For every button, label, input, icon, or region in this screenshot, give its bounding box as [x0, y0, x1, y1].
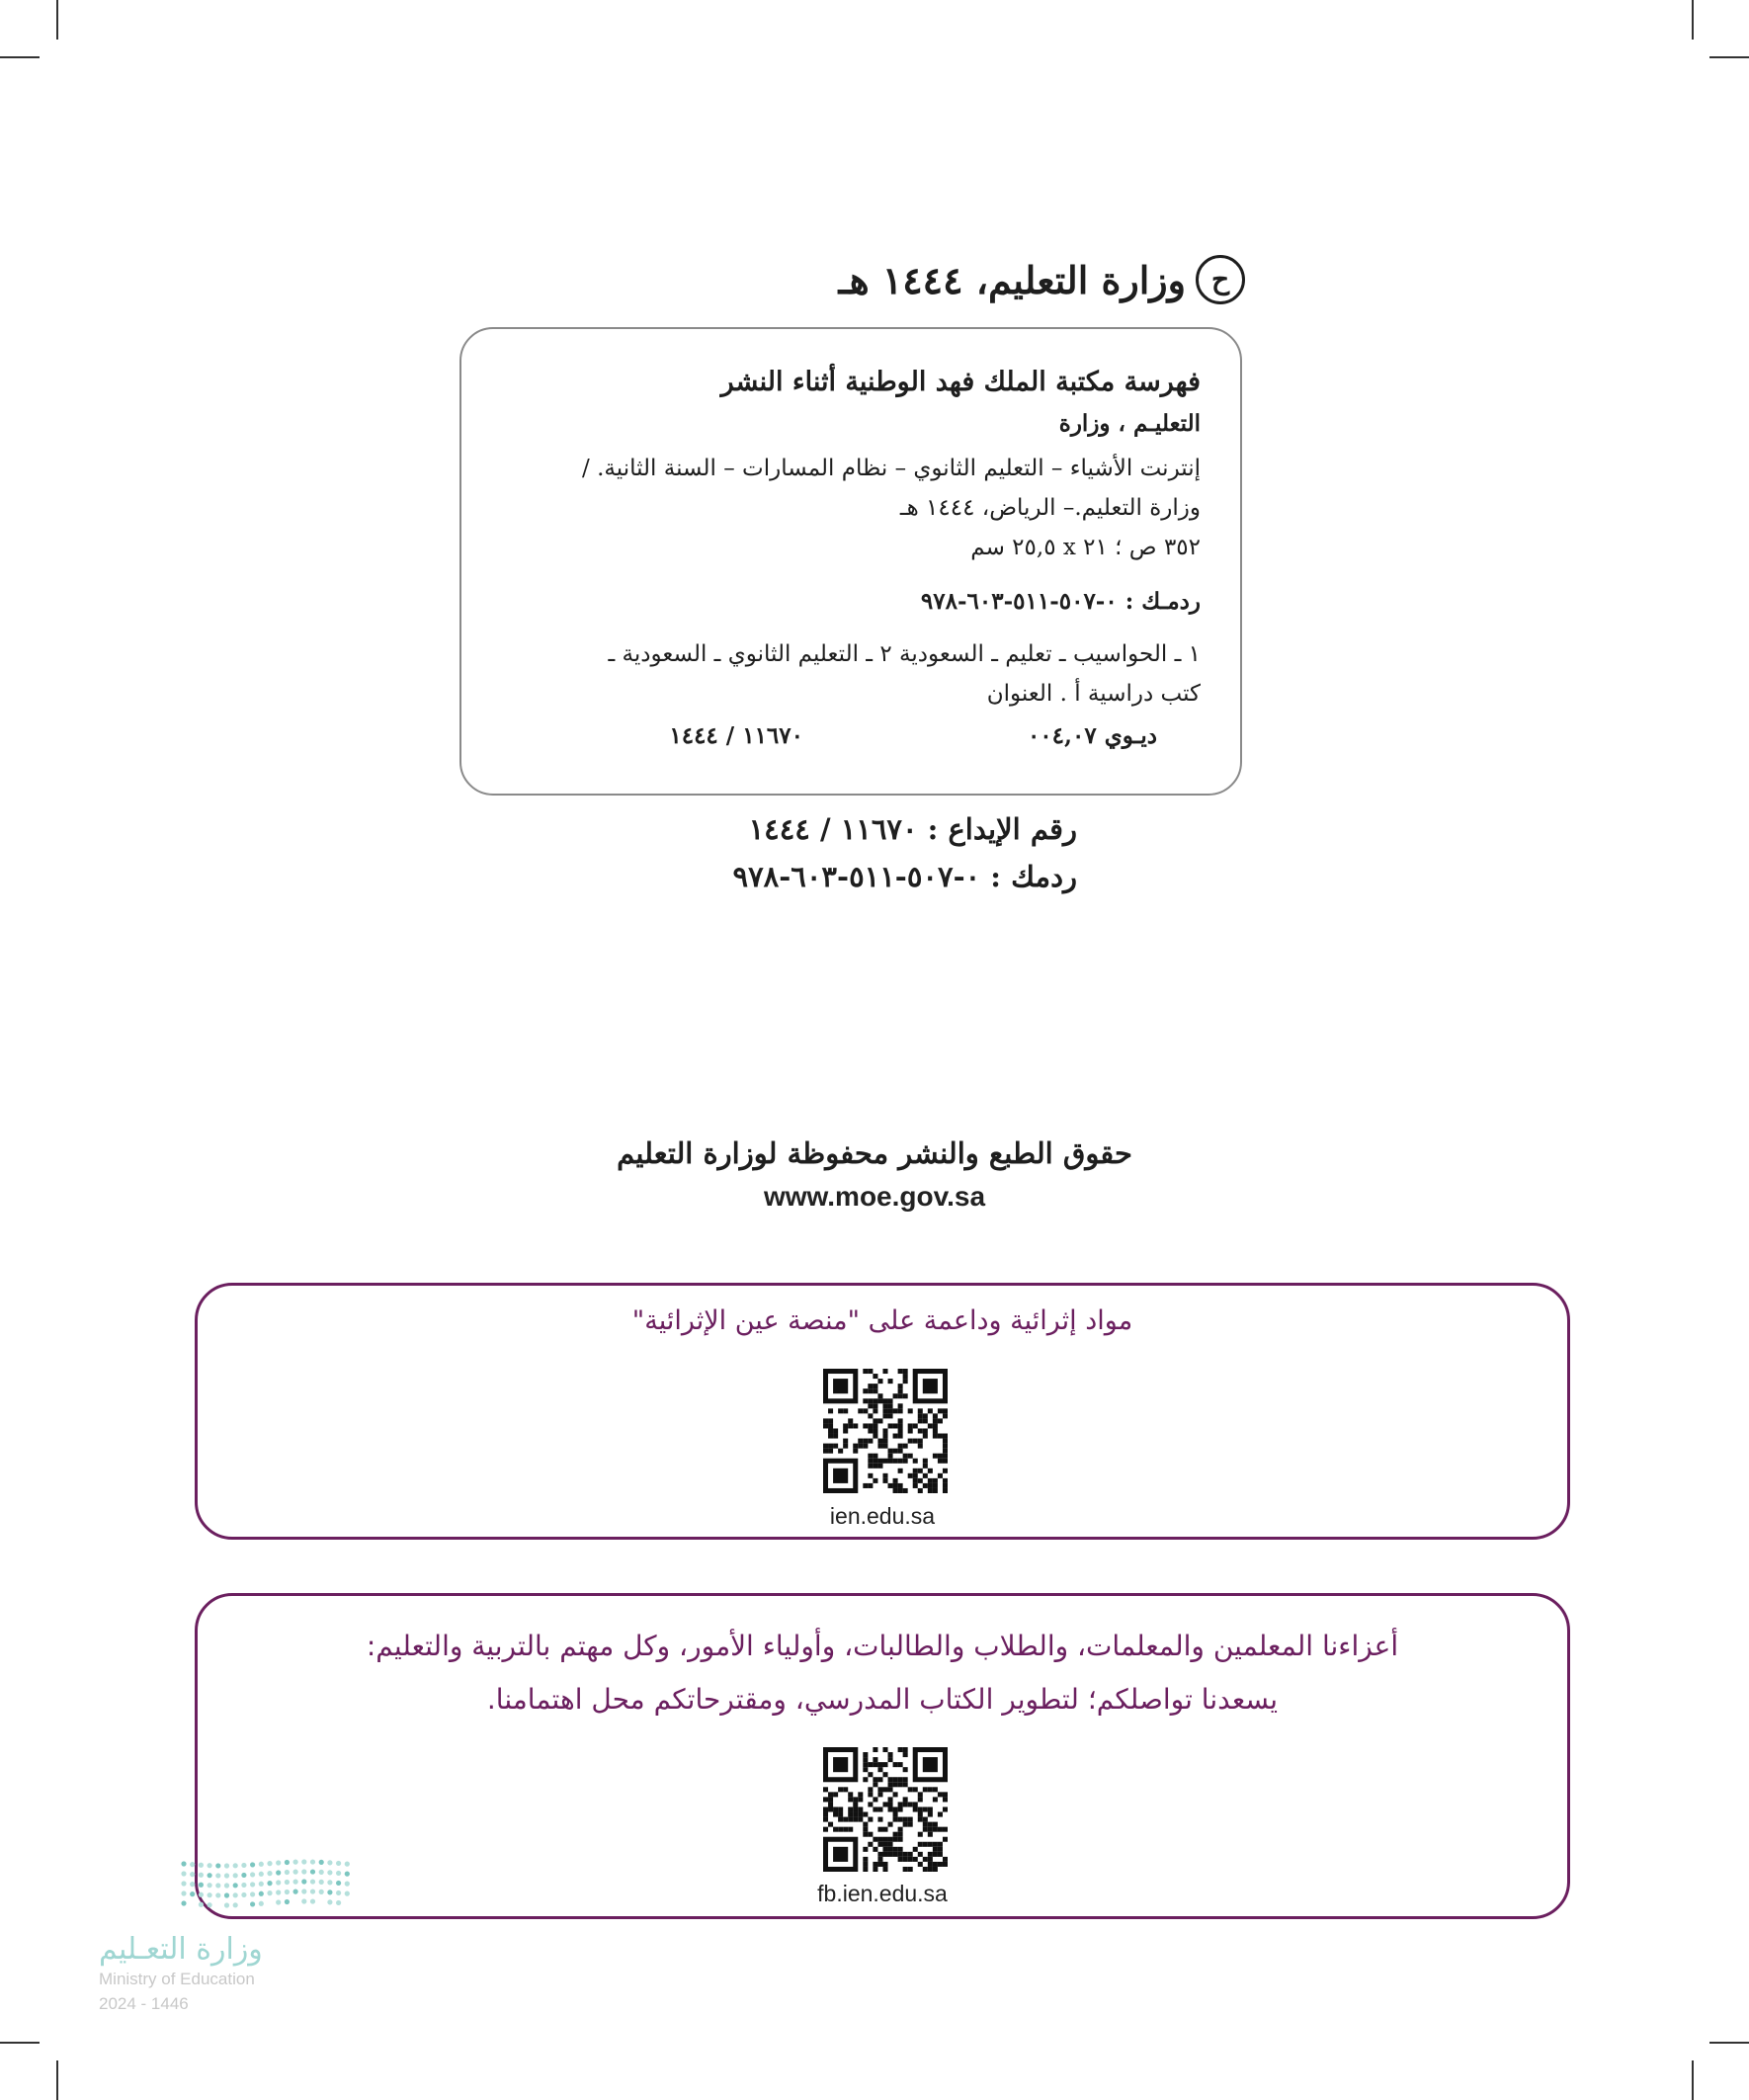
deposit-isbn: ردمك : ٠-٥٠٧-٥١١-٦٠٣-٩٧٨	[732, 860, 1077, 893]
catalog-box	[459, 327, 1242, 796]
ministry-logo-arabic: وزارة التعـليم	[99, 1932, 263, 1967]
crop-mark	[1709, 56, 1749, 58]
copyright-symbol: ح	[1196, 255, 1245, 304]
crop-mark	[56, 2060, 58, 2100]
crop-mark	[0, 2042, 40, 2044]
feedback-box	[195, 1593, 1570, 1919]
catalog-subjects: ١ ـ الحواسيب ـ تعليم ـ السعودية ٢ ـ التعليم الثانوي ـ السعودية ـ	[608, 641, 1201, 667]
feedback-line: أعزاءنا المعلمين والمعلمات، والطلاب والطالبات، وأولياء الأمور، وكل مهتم بالتربية والتعليم:	[366, 1630, 1399, 1662]
crop-mark	[1709, 2042, 1749, 2044]
catalog-author: التعليـم ، وزارة	[1058, 410, 1201, 437]
catalog-subjects: كتب دراسية أ . العنوان	[986, 681, 1201, 707]
catalog-line: وزارة التعليم.– الرياض، ١٤٤٤ هـ	[899, 495, 1201, 521]
crop-mark	[1692, 0, 1694, 40]
catalog-line: ٣٥٢ ص ؛ ٢١ x ٢٥,٥ سم	[970, 535, 1201, 560]
qr-code-icon[interactable]	[823, 1747, 948, 1872]
catalog-deposit-number: ١١٦٧٠ / ١٤٤٤	[669, 722, 803, 749]
platform-box	[195, 1283, 1570, 1540]
ministry-dots-icon	[180, 1858, 353, 1913]
ministry-logo-year: 2024 - 1446	[99, 1994, 189, 2013]
qr-code-icon[interactable]	[823, 1369, 948, 1493]
ministry-logo-english: Ministry of Education	[99, 1970, 255, 1988]
copyright-heading	[356, 252, 1245, 307]
platform-text: مواد إثرائية وداعمة على "منصة عين الإثرائية"	[631, 1305, 1133, 1336]
catalog-isbn: ردمـك : ٠-٥٠٧-٥١١-٦٠٣-٩٧٨	[920, 588, 1201, 615]
qr-caption[interactable]: ien.edu.sa	[829, 1503, 936, 1529]
crop-mark	[56, 0, 58, 40]
qr-caption[interactable]: fb.ien.edu.sa	[817, 1881, 948, 1906]
deposit-number: رقم الإيداع : ١١٦٧٠ / ١٤٤٤	[748, 812, 1077, 846]
crop-mark	[1692, 2060, 1694, 2100]
rights-notice: حقوق الطبع والنشر محفوظة لوزارة التعليم	[617, 1136, 1132, 1170]
website-link[interactable]: www.moe.gov.sa	[763, 1181, 986, 1212]
catalog-dewey: ديـوي ٠٠٤,٠٧	[1027, 722, 1157, 749]
catalog-title: فهرسة مكتبة الملك فهد الوطنية أثناء النشر	[720, 367, 1201, 397]
feedback-line: يسعدنا تواصلكم؛ لتطوير الكتاب المدرسي، ومقترحاتكم محل اهتمامنا.	[486, 1683, 1279, 1716]
catalog-line: إنترنت الأشياء – التعليم الثانوي – نظام المسارات – السنة الثانية. /	[582, 456, 1201, 481]
crop-mark	[0, 56, 40, 58]
copyright-text: وزارة التعليم، ١٤٤٤ هـ	[838, 257, 1186, 302]
